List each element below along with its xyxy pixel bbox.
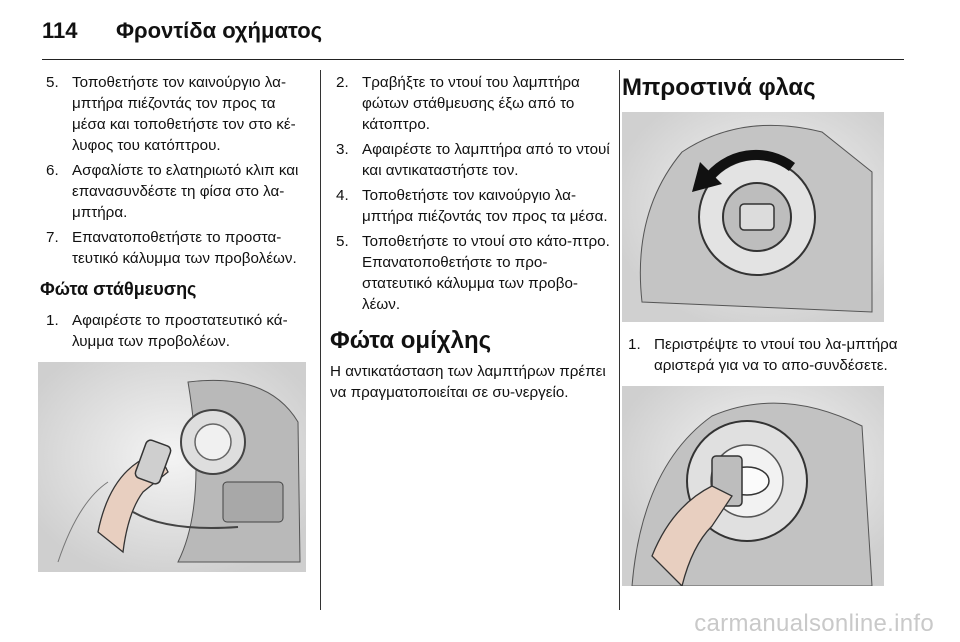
list-item: 1. Περιστρέψτε το ντουί του λα-μπτήρα αριστερά για να το απο-συνδέσετε.: [628, 336, 898, 374]
page-number: 114: [42, 18, 78, 43]
list-item: 2. Τραβήξτε το ντουί του λαμπτήρα φώτων στάθμευσης έξω από το κάτοπτρο.: [336, 74, 580, 133]
turn-signal-bulb-icon: [622, 386, 884, 586]
steps-list-parking-continued: [330, 72, 610, 315]
steps-list-parking: [40, 310, 308, 352]
section-heading-turn-signals: Μπροστινά φλας: [622, 74, 816, 101]
column-divider-1: [320, 70, 321, 610]
parking-light-illustration: [38, 362, 308, 572]
list-item: 5. Τοποθετήστε το ντουί στο κάτο-πτρο. Επανατοποθετήστε το προ-στατευτικό κάλυμμα των προβο-λέων.: [336, 233, 610, 313]
list-item: 7. Επανατοποθετήστε το προστα-τευτικό κάλυμμα των προβολέων.: [46, 229, 297, 267]
section-heading-fog-lights: Φώτα ομίχλης: [330, 327, 492, 354]
page-header: [0, 0, 960, 62]
column-1: [40, 72, 308, 572]
header-divider: [42, 59, 904, 60]
list-item: 3. Αφαιρέστε το λαμπτήρα από το ντουί και αντικαταστήστε τον.: [336, 141, 610, 179]
watermark: carmanualsonline.info: [694, 610, 934, 637]
list-item: 5. Τοποθετήστε τον καινούργιο λα-μπτήρα πιέζοντάς τον προς τα μέσα και τοποθετήστε τον στο κέ-λυφος του κατόπτρου.: [46, 74, 296, 154]
turn-signal-illustration-1: [622, 112, 912, 322]
subheading-parking-lights: Φώτα στάθμευσης: [40, 279, 197, 299]
steps-list-headlight: [40, 72, 308, 269]
fog-lights-paragraph: Η αντικατάσταση των λαμπτήρων πρέπει να πραγματοποιείται σε συ-νεργείο.: [330, 363, 606, 401]
column-divider-2: [619, 70, 620, 610]
column-3: [622, 72, 912, 586]
page-title: Φροντίδα οχήματος: [116, 18, 323, 43]
list-item: 1. Αφαιρέστε το προστατευτικό κά-λυμμα των προβολέων.: [46, 312, 288, 350]
column-2: [330, 72, 610, 403]
list-item: 6. Ασφαλίστε το ελατηριωτό κλιπ και επανασυνδέστε τη φίσα στο λα-μπτήρα.: [46, 162, 299, 221]
parking-bulb-icon: [38, 362, 306, 572]
turn-signal-illustration-2: [622, 386, 912, 586]
headlight-rotate-icon: [622, 112, 884, 322]
list-item: 4. Τοποθετήστε τον καινούργιο λα-μπτήρα πιέζοντάς τον προς τα μέσα.: [336, 187, 608, 225]
steps-list-turn-signals: [622, 334, 912, 376]
